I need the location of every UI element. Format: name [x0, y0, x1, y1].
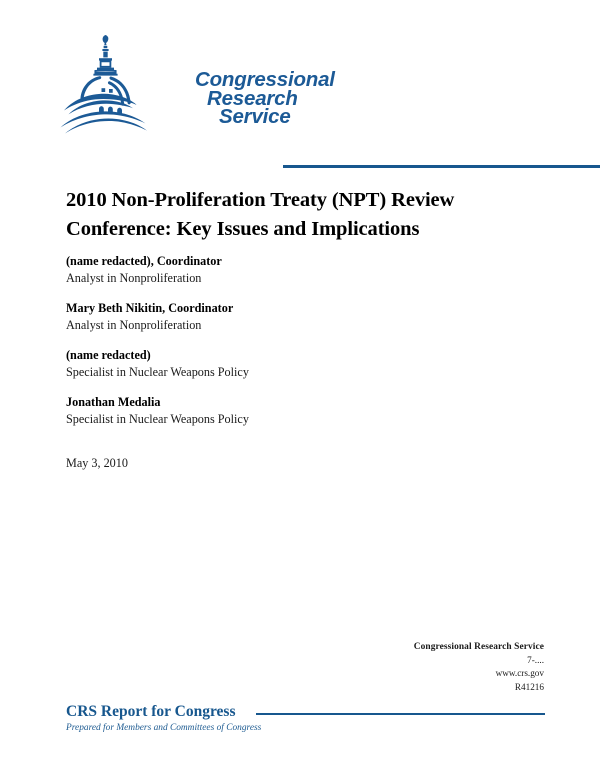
- capitol-dome-icon: [55, 32, 165, 142]
- footer-phone: 7-....: [527, 655, 544, 666]
- crs-report-title: CRS Report for Congress: [66, 703, 236, 720]
- publication-date: May 3, 2010: [66, 456, 128, 470]
- author-entry: [66, 394, 466, 428]
- author-role: Specialist in Nuclear Weapons Policy: [66, 365, 249, 379]
- author-name: Mary Beth Nikitin, Coordinator: [66, 301, 234, 315]
- page-title-line-1: 2010 Non-Proliferation Treaty (NPT) Review: [66, 188, 455, 211]
- footer-contact-block: [414, 641, 544, 694]
- author-list: [66, 253, 466, 441]
- author-entry: [66, 347, 466, 381]
- footer-website[interactable]: www.crs.gov: [495, 668, 544, 679]
- page-title: [66, 186, 536, 244]
- author-entry: [66, 253, 466, 287]
- crs-report-subtitle: Prepared for Members and Committees of Congress: [66, 723, 262, 733]
- footer-organization: Congressional Research Service: [413, 642, 544, 652]
- masthead: [55, 32, 545, 147]
- footer-report-number: R41216: [514, 681, 544, 692]
- masthead-divider: [283, 165, 600, 168]
- author-role: Analyst in Nonproliferation: [66, 318, 202, 332]
- wordmark-line-congressional: Congressional: [195, 68, 335, 91]
- wordmark-line-service: Service: [219, 105, 291, 128]
- wordmark-line-research: Research: [207, 86, 298, 110]
- crs-banner-divider: [256, 713, 545, 715]
- author-name: (name redacted), Coordinator: [66, 254, 222, 268]
- crs-report-banner: [66, 703, 545, 743]
- crs-wordmark: [195, 68, 375, 128]
- author-entry: [66, 300, 466, 334]
- author-name: Jonathan Medalia: [66, 395, 161, 409]
- author-role: Analyst in Nonproliferation: [66, 271, 202, 285]
- author-name: (name redacted): [66, 348, 151, 362]
- page-title-line-2: Conference: Key Issues and Implications: [66, 217, 420, 240]
- author-role: Specialist in Nuclear Weapons Policy: [66, 412, 249, 426]
